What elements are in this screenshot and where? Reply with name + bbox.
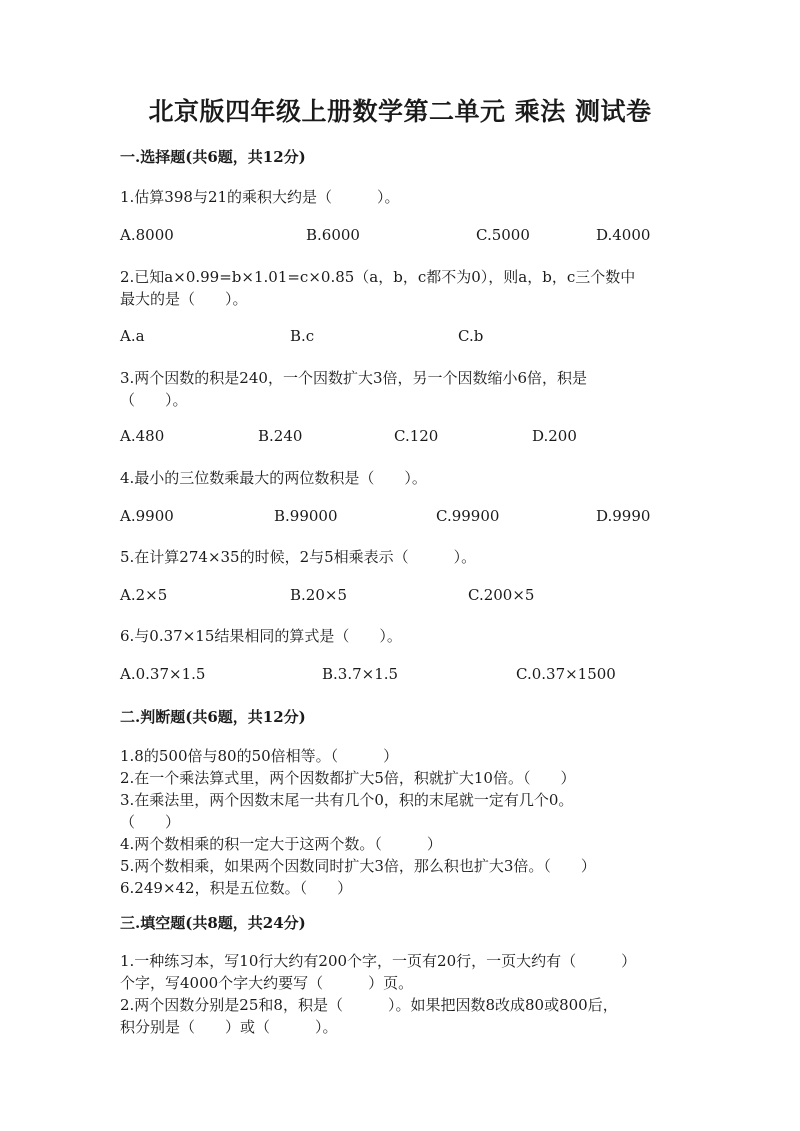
answer-options <box>120 586 700 608</box>
section-heading-choice: 一.选择题(共6题，共12分) <box>120 148 306 166</box>
option-b[interactable]: B.240 <box>258 427 303 445</box>
option-a[interactable]: A.a <box>120 327 145 345</box>
statement-line: 5.两个数相乘，如果两个因数同时扩大3倍，那么积也扩大3倍。（ ） <box>120 857 596 875</box>
option-c[interactable]: C.b <box>458 327 484 345</box>
option-b[interactable]: B.20×5 <box>290 586 347 604</box>
question-text: 2.已知a×0.99=b×1.01=c×0.85（a，b，c都不为0），则a，b，c三个数中 <box>120 268 636 286</box>
statement-line: 3.在乘法里，两个因数末尾一共有几个0，积的末尾就一定有几个0。 <box>120 791 574 809</box>
page-title: 北京版四年级上册数学第二单元 乘法 测试卷 <box>148 97 652 126</box>
statement-line: 1.8的500倍与80的50倍相等。（ ） <box>120 747 399 765</box>
option-b[interactable]: B.3.7×1.5 <box>322 665 399 683</box>
statement-line: 2.在一个乘法算式里，两个因数都扩大5倍，积就扩大10倍。（ ） <box>120 769 576 787</box>
option-a[interactable]: A.9900 <box>120 507 174 525</box>
option-b[interactable]: B.99000 <box>274 507 338 525</box>
option-d[interactable]: D.4000 <box>596 226 651 244</box>
option-a[interactable]: A.2×5 <box>120 586 168 604</box>
option-d[interactable]: D.9990 <box>596 507 651 525</box>
statement-line: 4.两个数相乘的积一定大于这两个数。（ ） <box>120 835 442 853</box>
fill-blank-line: 积分别是（ ）或（ ）。 <box>120 1018 338 1036</box>
statement-line: （ ） <box>120 813 181 831</box>
answer-options <box>120 327 700 349</box>
option-d[interactable]: D.200 <box>532 427 577 445</box>
question-text: 4.最小的三位数乘最大的两位数积是（ ）。 <box>120 469 427 487</box>
answer-options <box>120 427 700 449</box>
option-a[interactable]: A.8000 <box>120 226 174 244</box>
option-c[interactable]: C.200×5 <box>468 586 535 604</box>
option-b[interactable]: B.6000 <box>306 226 360 244</box>
option-a[interactable]: A.0.37×1.5 <box>120 665 206 683</box>
question-text: 3.两个因数的积是240，一个因数扩大3倍，另一个因数缩小6倍，积是 <box>120 369 588 387</box>
option-c[interactable]: C.120 <box>394 427 439 445</box>
section-heading-judgement: 二.判断题(共6题，共12分) <box>120 708 306 726</box>
option-c[interactable]: C.0.37×1500 <box>516 665 616 683</box>
question-text: 6.与0.37×15结果相同的算式是（ ）。 <box>120 627 402 645</box>
question-text-continued: 最大的是（ ）。 <box>120 290 248 308</box>
question-text: 1.估算398与21的乘积大约是（ ）。 <box>120 188 400 206</box>
question-text: 5.在计算274×35的时候，2与5相乘表示（ ）。 <box>120 548 477 566</box>
fill-blank-line: 个字，写4000个字大约要写（ ）页。 <box>120 974 414 992</box>
option-c[interactable]: C.99900 <box>436 507 500 525</box>
section-heading-fill-blank: 三.填空题(共8题，共24分) <box>120 914 306 932</box>
option-a[interactable]: A.480 <box>120 427 165 445</box>
option-c[interactable]: C.5000 <box>476 226 530 244</box>
fill-blank-line: 2.两个因数分别是25和8，积是（ ）。如果把因数8改成80或800后， <box>120 996 618 1014</box>
question-text-continued: （ ）。 <box>120 391 188 409</box>
answer-options <box>120 226 700 248</box>
statement-line: 6.249×42，积是五位数。（ ） <box>120 879 353 897</box>
answer-options <box>120 665 700 687</box>
fill-blank-line: 1.一种练习本，写10行大约有200个字，一页有20行，一页大约有（ ） <box>120 952 637 970</box>
option-b[interactable]: B.c <box>290 327 315 345</box>
answer-options <box>120 507 700 529</box>
